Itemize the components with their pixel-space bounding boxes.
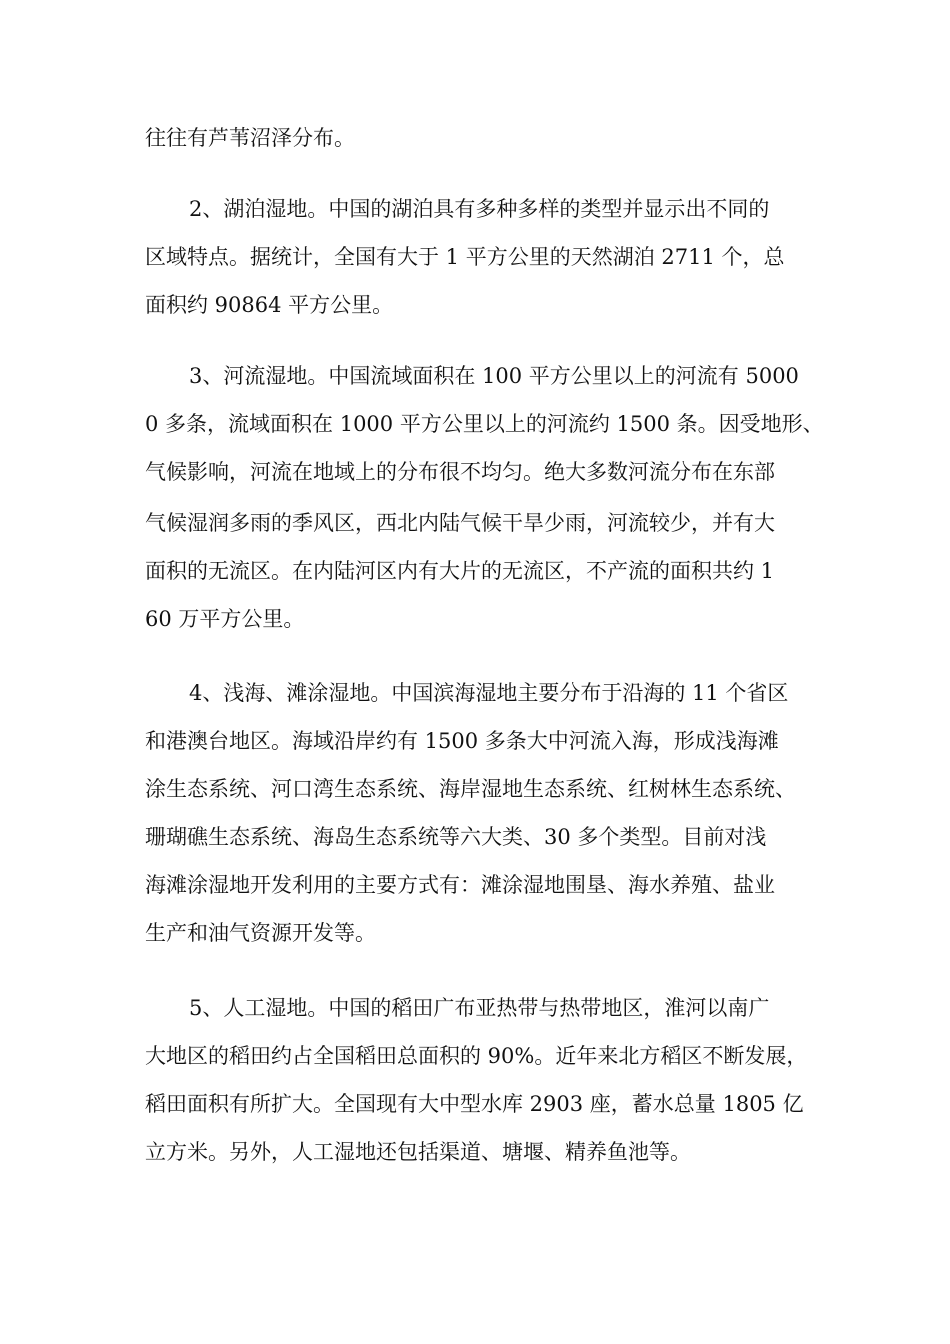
paragraph-3-line-1: 3、河流湿地。中国流域面积在 100 平方公里以上的河流有 5000 <box>189 364 799 388</box>
text-line: 生产和油气资源开发等。 <box>145 921 376 945</box>
text-line: 气候影响，河流在地域上的分布很不均匀。绝大多数河流分布在东部 <box>145 460 775 484</box>
text-line: 0 多条，流域面积在 1000 平方公里以上的河流约 1500 条。因受地形、 <box>145 412 824 436</box>
text-line: 海滩涂湿地开发利用的主要方式有：滩涂湿地围垦、海水养殖、盐业 <box>145 873 775 897</box>
text-line: 立方米。另外，人工湿地还包括渠道、塘堰、精养鱼池等。 <box>145 1140 691 1164</box>
text-line: 和港澳台地区。海域沿岸约有 1500 多条大中河流入海，形成浅海滩 <box>145 729 779 753</box>
paragraph-4-line-1: 4、浅海、滩涂湿地。中国滨海湿地主要分布于沿海的 11 个省区 <box>189 681 789 705</box>
paragraph-2-line-1: 2、湖泊湿地。中国的湖泊具有多种多样的类型并显示出不同的 <box>189 197 770 221</box>
text-line: 稻田面积有所扩大。全国现有大中型水库 2903 座，蓄水总量 1805 亿 <box>145 1092 804 1116</box>
text-line: 珊瑚礁生态系统、海岛生态系统等六大类、30 多个类型。目前对浅 <box>145 825 767 849</box>
text-line: 往往有芦苇沼泽分布。 <box>145 126 355 150</box>
text-line: 60 万平方公里。 <box>145 607 305 631</box>
text-line: 涂生态系统、河口湾生态系统、海岸湿地生态系统、红树林生态系统、 <box>145 777 796 801</box>
text-line: 面积约 90864 平方公里。 <box>145 293 394 317</box>
paragraph-5-line-1: 5、人工湿地。中国的稻田广布亚热带与热带地区，淮河以南广 <box>189 996 770 1020</box>
text-line: 大地区的稻田约占全国稻田总面积的 90%。近年来北方稻区不断发展， <box>145 1044 808 1068</box>
text-line: 气候湿润多雨的季风区，西北内陆气候干旱少雨，河流较少，并有大 <box>145 511 775 535</box>
text-line: 面积的无流区。在内陆河区内有大片的无流区，不产流的面积共约 1 <box>145 559 775 583</box>
text-line: 区域特点。据统计，全国有大于 1 平方公里的天然湖泊 2711 个，总 <box>145 245 785 269</box>
